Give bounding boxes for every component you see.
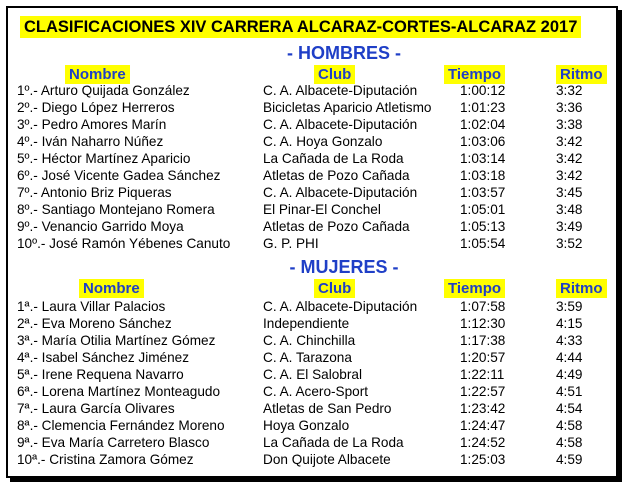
table-row: 3ª.- María Otilia Martínez Gómez C. A. Chinchilla 1:17:38 4:33 [17,333,583,348]
table-row: 1ª.- Laura Villar Palacios C. A. Albacete-Diputación 1:07:58 3:59 [17,299,583,314]
table-row: 3º.- Pedro Amores Marín C. A. Albacete-Diputación 1:02:04 3:38 [17,117,583,132]
table-row: 9º.- Venancio Garrido Moya Atletas de Pozo Cañada 1:05:13 3:49 [17,219,583,234]
table-row: 7ª.- Laura García Olivares Atletas de San Pedro 1:23:42 4:54 [17,401,583,416]
table-row: 10º.- José Ramón Yébenes Canuto G. P. PHI 1:05:54 3:52 [17,236,583,251]
table-row: 2º.- Diego López Herreros Bicicletas Aparicio Atletismo 1:01:23 3:36 [17,100,583,115]
header-pace-men: Ritmo [556,65,607,84]
page-title: CLASIFICACIONES XIV CARRERA ALCARAZ-CORTES-ALCARAZ 2017 [20,16,581,38]
header-time-women: Tiempo [444,279,505,298]
table-row: 4ª.- Isabel Sánchez Jiménez C. A. Tarazona 1:20:57 4:44 [17,350,583,365]
header-pace-women: Ritmo [556,279,607,298]
header-name-women: Nombre [79,279,144,298]
table-row: 5ª.- Irene Requena Navarro C. A. El Salobral 1:22:11 4:49 [17,367,583,382]
header-club-women: Club [314,279,355,298]
table-row: 8º.- Santiago Montejano Romera El Pinar-El Conchel 1:05:01 3:48 [17,202,583,217]
section-title-women: - MUJERES - [289,257,399,277]
table-row: 1º.- Arturo Quijada González C. A. Albacete-Diputación 1:00:12 3:32 [17,83,583,98]
header-time-men: Tiempo [444,65,505,84]
table-row: 4º.- Iván Naharro Núñez C. A. Hoya Gonzalo 1:03:06 3:42 [17,134,583,149]
section-title-men: - HOMBRES - [287,43,401,63]
table-row: 6ª.- Lorena Martínez Monteagudo C. A. Acero-Sport 1:22:57 4:51 [17,384,583,399]
table-row: 2ª.- Eva Moreno Sánchez Independiente 1:12:30 4:15 [17,316,583,331]
table-row: 10ª.- Cristina Zamora Gómez Don Quijote Albacete 1:25:03 4:59 [17,452,583,467]
results-sheet [6,6,618,478]
table-row: 5º.- Héctor Martínez Aparicio La Cañada de La Roda 1:03:14 3:42 [17,151,583,166]
table-row: 7º.- Antonio Briz Piqueras C. A. Albacete-Diputación 1:03:57 3:45 [17,185,583,200]
header-club-men: Club [314,65,355,84]
header-name-men: Nombre [65,65,130,84]
table-row: 9ª.- Eva María Carretero Blasco La Cañada de La Roda 1:24:52 4:58 [17,435,583,450]
table-row: 6º.- José Vicente Gadea Sánchez Atletas de Pozo Cañada 1:03:18 3:42 [17,168,583,183]
table-row: 8ª.- Clemencia Fernández Moreno Hoya Gonzalo 1:24:47 4:58 [17,418,583,433]
